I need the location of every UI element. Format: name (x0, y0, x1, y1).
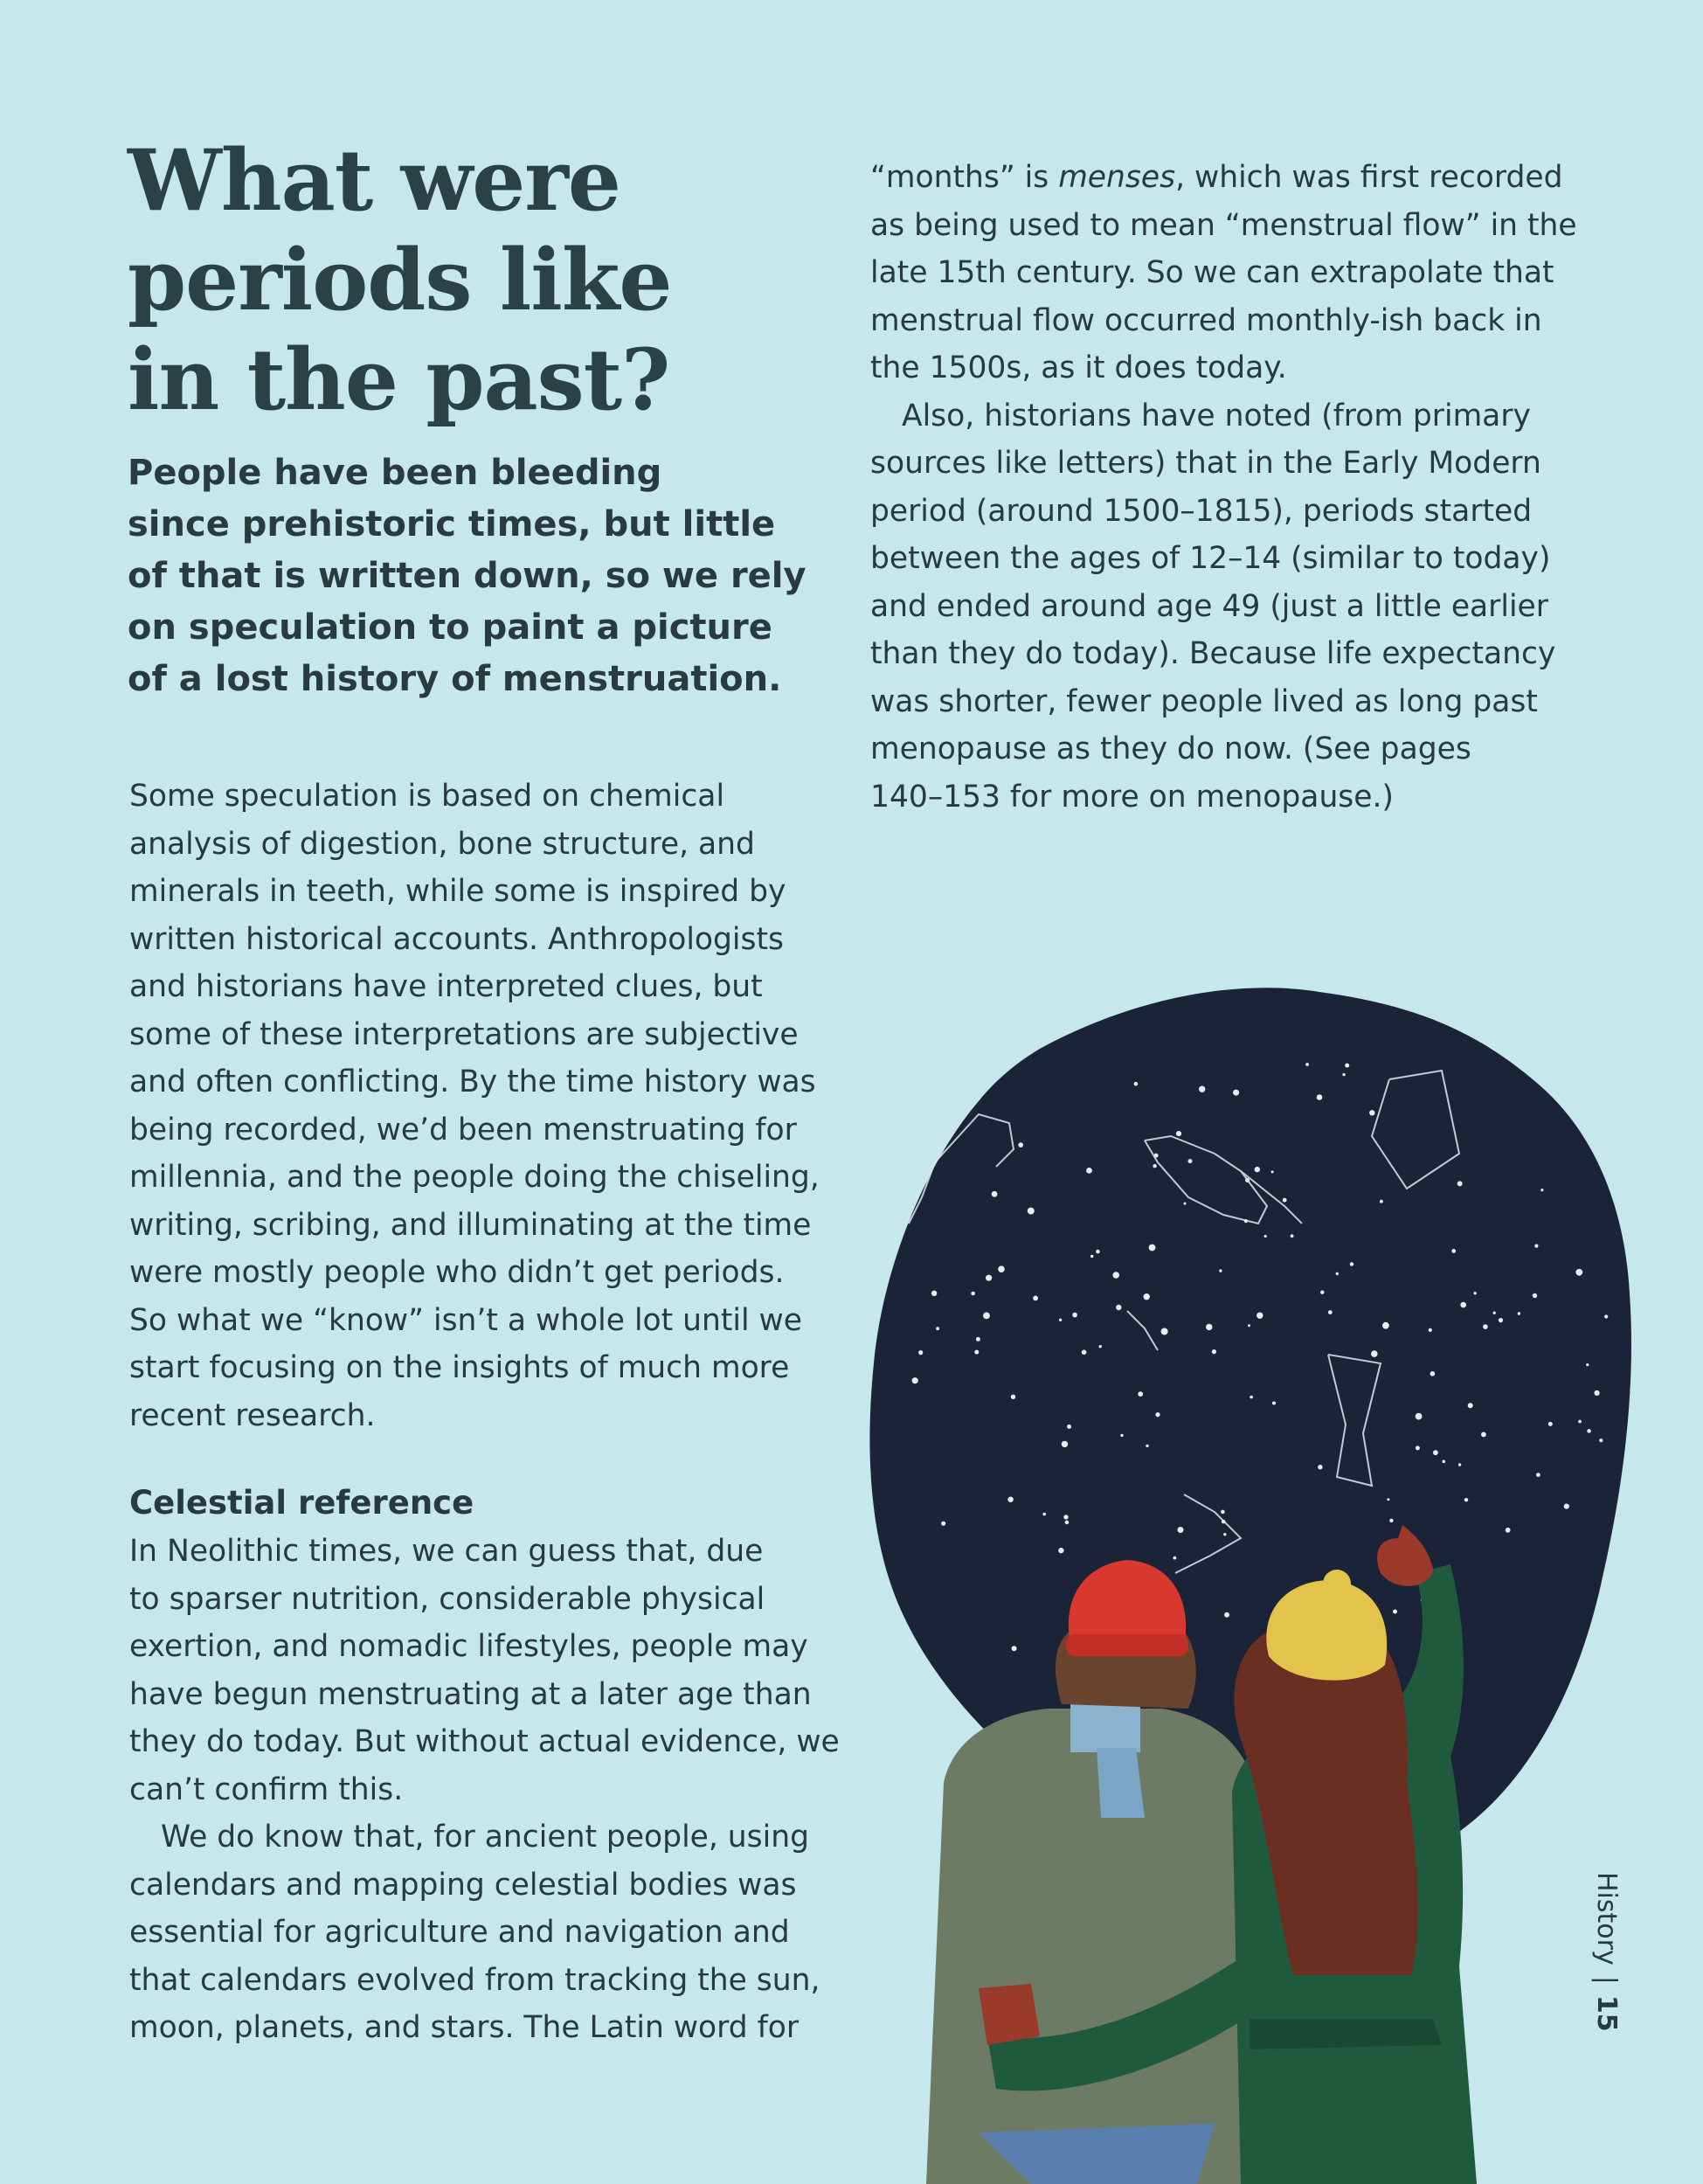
body-line: being recorded, we’d been menstruating for (129, 1112, 797, 1147)
star (1416, 1413, 1423, 1420)
body-line: late 15th century. So we can extrapolate that (870, 255, 1554, 290)
star (1536, 1473, 1540, 1477)
star (1082, 1350, 1087, 1355)
star (1256, 1313, 1263, 1319)
star (1474, 1292, 1477, 1294)
star (1317, 1094, 1323, 1100)
star (1086, 1168, 1092, 1174)
star (986, 1275, 992, 1281)
body-line (870, 154, 1569, 202)
page-folio (1590, 1872, 1625, 2082)
text-run: , which was first recorded (1175, 160, 1563, 195)
star (931, 1291, 937, 1296)
body-line: start focusing on the insights of much more (129, 1350, 790, 1385)
star (1443, 1460, 1446, 1464)
star (1184, 1203, 1187, 1205)
star (1099, 1345, 1102, 1348)
star (992, 1191, 998, 1197)
star (1345, 1064, 1349, 1068)
star (1483, 1324, 1488, 1329)
folio-text (1591, 1872, 1622, 2032)
star (1058, 1548, 1063, 1553)
star (1149, 1245, 1156, 1251)
body-line: the 1500s, as it does today. (870, 350, 1287, 385)
star (974, 1350, 979, 1355)
star (1155, 1412, 1160, 1417)
star (1033, 1296, 1038, 1301)
text-run: “months” is (870, 160, 1049, 195)
body-line: was shorter, fewer people lived as long past (870, 683, 1538, 719)
title-line: What were (128, 131, 620, 230)
star (1153, 1164, 1156, 1168)
star (1369, 1110, 1374, 1115)
star (1144, 1293, 1150, 1300)
lede-line: of that is written down, so we rely (128, 556, 807, 596)
body-line: were mostly people who didn’t get periods. (129, 1255, 785, 1290)
star (971, 1292, 975, 1296)
star (1430, 1371, 1436, 1376)
star (1416, 1446, 1420, 1450)
star (1063, 1515, 1068, 1519)
star (1389, 1519, 1393, 1522)
body-line: exertion, and nomadic lifestyles, people may (129, 1629, 808, 1664)
title-line: in the past? (128, 330, 670, 429)
star (1468, 1403, 1473, 1408)
star (1219, 1269, 1222, 1272)
body-line: minerals in teeth, while some is inspired by (129, 874, 786, 909)
star (983, 1313, 990, 1320)
star (941, 1522, 945, 1526)
star (1028, 1208, 1035, 1215)
star (1595, 1390, 1600, 1396)
star (936, 1327, 939, 1330)
star (1451, 1249, 1456, 1253)
section-heading: Celestial reference (129, 1484, 474, 1522)
body-line: In Neolithic times, we can guess that, due (129, 1534, 764, 1569)
star (1271, 1170, 1274, 1173)
star (1233, 1090, 1239, 1096)
body-line: some of these interpretations are subjective (129, 1016, 799, 1052)
star (1042, 1513, 1046, 1516)
star (1458, 1463, 1461, 1466)
body-line: as being used to mean “menstrual flow” in the (870, 207, 1577, 243)
body-line: and often conflicting. By the time history was (129, 1064, 816, 1099)
star (1011, 1395, 1015, 1399)
body-line: can’t confirm this. (129, 1771, 404, 1807)
star (1387, 1498, 1389, 1501)
star (1464, 1498, 1468, 1501)
star (1540, 1189, 1543, 1191)
body-line: Some speculation is based on chemical (129, 779, 725, 814)
star (1248, 1324, 1250, 1327)
star (1533, 1293, 1537, 1298)
star (912, 1377, 918, 1383)
intro-paragraph (129, 773, 828, 1439)
star (1320, 1291, 1324, 1294)
star (1506, 1528, 1511, 1533)
body-line: millennia, and the people doing the chiseling, (129, 1160, 820, 1195)
star (1382, 1322, 1389, 1329)
page-number: 15 (1591, 1994, 1622, 2032)
italic-word: menses (1058, 160, 1176, 195)
star (1199, 1086, 1205, 1092)
star (1481, 1432, 1486, 1438)
star (1096, 1250, 1100, 1254)
lede-line: of a lost history of menstruation. (128, 659, 782, 699)
star (1336, 1272, 1339, 1275)
star (1318, 1465, 1322, 1469)
stargazing-illustration (856, 974, 1643, 2184)
star (1178, 1527, 1184, 1533)
star (1342, 1073, 1345, 1076)
star (1499, 1318, 1503, 1322)
body-line: have begun menstruating at a later age than (129, 1676, 812, 1712)
star (976, 1337, 980, 1342)
star (1072, 1313, 1077, 1318)
star (1067, 1425, 1071, 1429)
lede-line: since prehistoric times, but little (128, 504, 776, 544)
body-line: and ended around age 49 (just a little earlier (870, 588, 1548, 624)
star (1018, 1142, 1023, 1147)
body-line: So what we “know” isn’t a whole lot until we (129, 1302, 802, 1338)
star (1173, 1557, 1177, 1560)
star (1457, 1181, 1463, 1186)
star (1059, 1319, 1062, 1321)
body-line: writing, scribing, and illuminating at the time (129, 1207, 812, 1243)
star (1380, 1200, 1383, 1203)
lede-paragraph (128, 447, 807, 705)
body-line: analysis of digestion, bone structure, and (129, 826, 755, 862)
star (1599, 1439, 1603, 1442)
star (1493, 1312, 1496, 1314)
star (1120, 1434, 1123, 1437)
star (1534, 1245, 1538, 1248)
star (1264, 1235, 1267, 1238)
star (1188, 1159, 1193, 1163)
right-column-paragraph (870, 154, 1577, 821)
body-line: between the ages of 12–14 (similar to today) (870, 541, 1551, 576)
star (1272, 1402, 1276, 1405)
body-line: sources like letters) that in the Early Modern (870, 446, 1541, 481)
star (1062, 1441, 1068, 1447)
body-line: menopause as they do now. (See pages (870, 731, 1471, 766)
star (1212, 1349, 1216, 1354)
star (998, 1265, 1005, 1272)
star (1176, 1131, 1181, 1136)
star (1065, 1521, 1070, 1525)
body-line: and historians have interpreted clues, but (129, 969, 763, 1004)
star (1371, 1350, 1378, 1357)
star (1007, 1497, 1013, 1502)
body-line: that calendars evolved from tracking the sun, (129, 1962, 820, 1998)
body-line: 140–153 for more on menopause.) (870, 779, 1394, 815)
body-line: menstrual flow occurred monthly-ish back in (870, 302, 1542, 338)
body-line: period (around 1500–1815), periods started (870, 493, 1533, 529)
star (1305, 1063, 1309, 1066)
star (1134, 1082, 1139, 1086)
star (1586, 1363, 1589, 1366)
star (1206, 1324, 1212, 1330)
lede-line: on speculation to paint a picture (128, 607, 772, 648)
star (1575, 1269, 1582, 1276)
star (1283, 1198, 1287, 1203)
star (1548, 1422, 1553, 1426)
star (1221, 1510, 1225, 1515)
star (918, 1350, 923, 1355)
star (1291, 1234, 1294, 1238)
star (1090, 1255, 1093, 1258)
star (1250, 1396, 1253, 1399)
star (1224, 1612, 1229, 1618)
star (1429, 1328, 1432, 1332)
body-line: We do know that, for ancient people, using (161, 1820, 810, 1855)
star (1116, 1305, 1121, 1310)
star (1433, 1450, 1438, 1455)
folio-separator: | (1591, 1975, 1622, 1985)
star (1393, 1610, 1397, 1614)
star (1223, 1533, 1226, 1536)
body-line: written historical accounts. Anthropologists (129, 921, 784, 957)
body-line: recent research. (129, 1397, 376, 1433)
star (1578, 1420, 1582, 1424)
star (1328, 1310, 1333, 1314)
page-title (128, 131, 739, 430)
star (1255, 1167, 1260, 1172)
lede-line: People have been bleeding (128, 453, 662, 493)
star (1460, 1302, 1466, 1308)
star (1587, 1429, 1591, 1433)
section-name: History (1591, 1872, 1622, 1966)
star (1161, 1328, 1168, 1335)
body-line: than they do today). Because life expectancy (870, 636, 1556, 671)
star (1604, 1314, 1608, 1318)
body-line: Also, historians have noted (from primary (902, 398, 1531, 433)
star (1564, 1504, 1569, 1509)
star (1112, 1272, 1119, 1279)
star (1350, 1262, 1353, 1265)
body-line: they do today. But without actual evidence, we (129, 1724, 840, 1759)
title-line: periods like (128, 231, 672, 329)
star (1138, 1391, 1143, 1397)
body-line: essential for agriculture and navigation and (129, 1915, 790, 1950)
body-line: to sparser nutrition, considerable physical (129, 1581, 765, 1617)
star (1518, 1312, 1520, 1314)
body-line: calendars and mapping celestial bodies was (129, 1867, 797, 1903)
star (1146, 1445, 1148, 1447)
section-paragraph (129, 1528, 840, 2052)
body-line: moon, planets, and stars. The Latin word for (129, 2010, 800, 2045)
star (1012, 1646, 1017, 1651)
